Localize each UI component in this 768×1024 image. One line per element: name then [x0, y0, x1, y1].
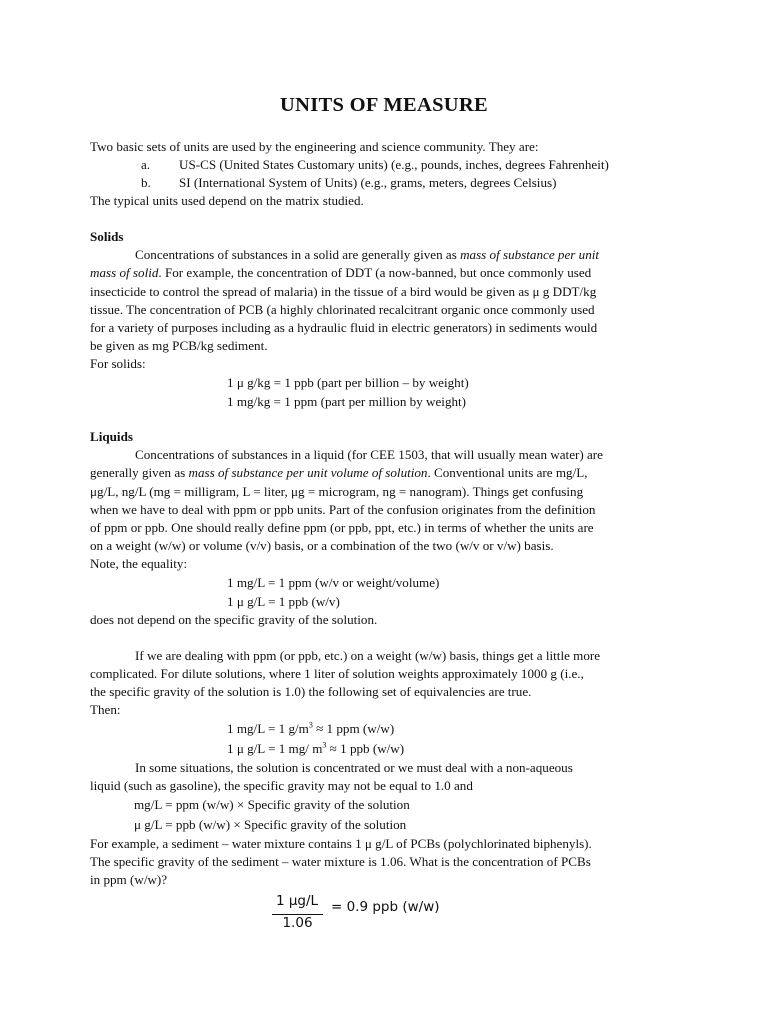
paragraph-line: for a variety of purposes including as a hydraulic fluid in electric generators) in sediments would [90, 320, 598, 335]
list-item-text: US-CS (United States Customary units) (e.g., pounds, inches, degrees Fahrenheit) [179, 157, 609, 172]
list-marker: b. [141, 175, 151, 190]
paragraph-line: In some situations, the solution is concentrated or we must deal with a non-aqueous [135, 760, 573, 775]
equation: 1 mg/kg = 1 ppm (part per million by weight) [227, 394, 467, 409]
equation: 1 mg/L = 1 ppm (w/v or weight/volume) [227, 575, 440, 590]
paragraph-line: insecticide to control the spread of malaria) in the tissue of a bird would be given as μ g DDT/kg [90, 284, 597, 299]
paragraph-line: Then: [90, 702, 121, 717]
text-run: 1 μ g/L = 1 mg/ m [227, 741, 323, 756]
text-run: generally given as [90, 465, 189, 480]
paragraph-line [90, 264, 591, 282]
equation: 1 μ g/kg = 1 ppb (part per billion – by weight) [227, 375, 469, 390]
paragraph-line: μg/L, ng/L (mg = milligram, L = liter, μg = microgram, ng = nanogram). Things get confusing [90, 484, 584, 499]
paragraph-line: does not depend on the specific gravity of the solution. [90, 612, 378, 627]
paragraph-line: complicated. For dilute solutions, where 1 liter of solution weights approximately 1000 g (i.e., [90, 666, 584, 681]
paragraph-line [135, 246, 599, 264]
paragraph-line [90, 464, 588, 482]
text-run: 1 mg/L = 1 g/m [227, 721, 309, 736]
paragraph-line: the specific gravity of the solution is 1.0) the following set of equivalencies are true. [90, 684, 532, 699]
paragraph-line: liquid (such as gasoline), the specific gravity may not be equal to 1.0 and [90, 778, 473, 793]
fraction-result: = 0.9 ppb (w/w) [331, 899, 440, 915]
paragraph-line: For example, a sediment – water mixture contains 1 μ g/L of PCBs (polychlorinated biphenyls). [90, 836, 592, 851]
paragraph-line: Note, the equality: [90, 556, 188, 571]
italic-text: mass of substance per unit [460, 247, 600, 262]
section-heading-solids: Solids [90, 229, 124, 244]
page-title: UNITS OF MEASURE [280, 94, 488, 116]
text-run: ≈ 1 ppb (w/w) [326, 741, 405, 756]
list-item [141, 174, 556, 192]
equation [227, 720, 394, 738]
paragraph-line: of ppm or ppb. One should really define ppm (or ppb, ppt, etc.) in terms of whether the units are [90, 520, 594, 535]
equation: μ g/L = ppb (w/w) × Specific gravity of the solution [134, 817, 407, 832]
fraction-denominator: 1.06 [282, 915, 313, 931]
paragraph-line: on a weight (w/w) or volume (v/v) basis, or a combination of the two (w/v or v/w) basis. [90, 538, 554, 553]
intro-line: Two basic sets of units are used by the engineering and science community. They are: [90, 139, 539, 154]
text-run: ≈ 1 ppm (w/w) [312, 721, 395, 736]
paragraph-line: Concentrations of substances in a liquid (for CEE 1503, that will usually mean water) are [135, 447, 603, 462]
equation: mg/L = ppm (w/w) × Specific gravity of the solution [134, 797, 410, 812]
superscript: 3 [322, 740, 327, 750]
italic-text: mass of solid [90, 265, 159, 280]
intro-line: The typical units used depend on the matrix studied. [90, 193, 364, 208]
paragraph-line: For solids: [90, 356, 146, 371]
superscript: 3 [308, 720, 313, 730]
list-marker: a. [141, 157, 151, 172]
list-item [141, 156, 609, 174]
paragraph-line: If we are dealing with ppm (or ppb, etc.) on a weight (w/w) basis, things get a little more [135, 648, 601, 663]
equation [227, 740, 404, 758]
text-run: . For example, the concentration of DDT (a now-banned, but once commonly used [158, 265, 592, 280]
paragraph-line: The specific gravity of the sediment – water mixture is 1.06. What is the concentration of PCBs [90, 854, 591, 869]
text-run: . Conventional units are mg/L, [427, 465, 588, 480]
paragraph-line: when we have to deal with ppm or ppb units. Part of the confusion originates from the definition [90, 502, 596, 517]
paragraph-line: be given as mg PCB/kg sediment. [90, 338, 268, 353]
equation: 1 μ g/L = 1 ppb (w/v) [227, 594, 340, 609]
paragraph-line: tissue. The concentration of PCB (a highly chlorinated recalcitrant organic once commonly used [90, 302, 595, 317]
paragraph-line: in ppm (w/w)? [90, 872, 168, 887]
italic-text: mass of substance per unit volume of solution [188, 465, 428, 480]
fraction-numerator: 1 μg/L [275, 893, 319, 909]
list-item-text: SI (International System of Units) (e.g., grams, meters, degrees Celsius) [179, 175, 557, 190]
section-heading-liquids: Liquids [90, 429, 133, 444]
text-run: Concentrations of substances in a solid are generally given as [135, 247, 461, 262]
